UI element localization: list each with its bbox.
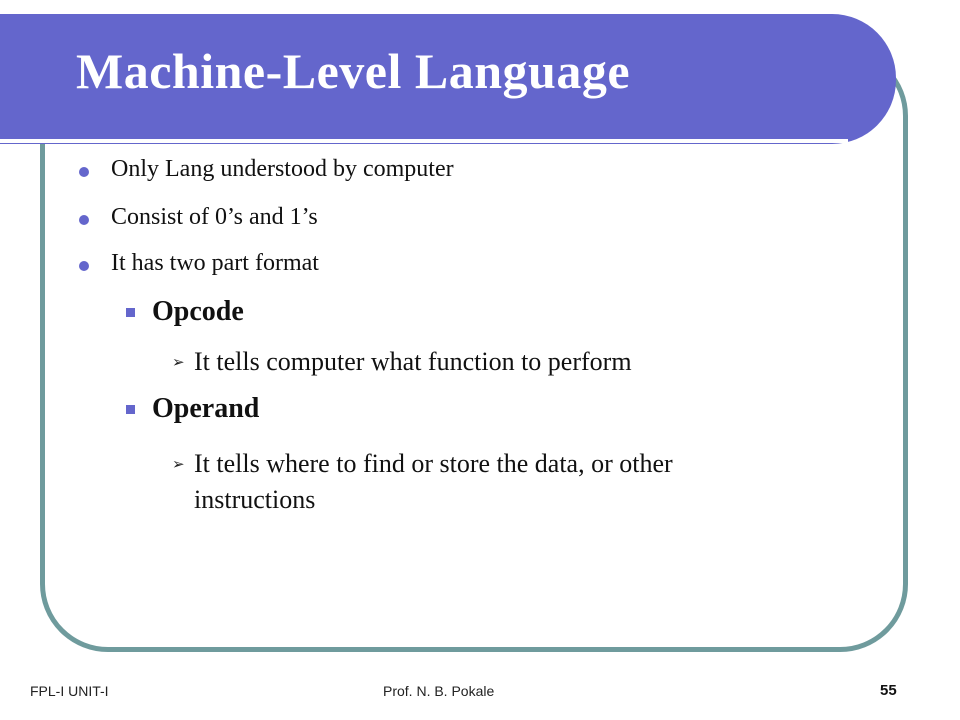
bullet-text: Only Lang understood by computer [111,156,454,182]
arrow-bullet-icon: ➢ [172,455,185,473]
footer-course: FPL-I UNIT-I [30,683,109,699]
square-bullet-icon [126,405,135,414]
slide-title: Machine-Level Language [76,43,631,99]
bullet-text: Consist of 0’s and 1’s [111,204,318,230]
page-number: 55 [880,682,897,699]
bullet-text: It has two part format [111,250,319,276]
detail-text: It tells computer what function to perform [194,347,632,376]
bullet-dot-icon [79,261,89,271]
detail-item-opcode [172,344,792,380]
detail-text: It tells where to find or store the data, or other instructions [194,449,673,514]
detail-item-operand [172,446,792,518]
arrow-bullet-icon: ➢ [172,353,185,371]
footer-author: Prof. N. B. Pokale [383,683,495,699]
square-bullet-icon [126,308,135,317]
bullet-dot-icon [79,167,89,177]
sub-bullet-label: Operand [152,393,260,424]
sub-bullet-label: Opcode [152,296,244,327]
bullet-dot-icon [79,215,89,225]
